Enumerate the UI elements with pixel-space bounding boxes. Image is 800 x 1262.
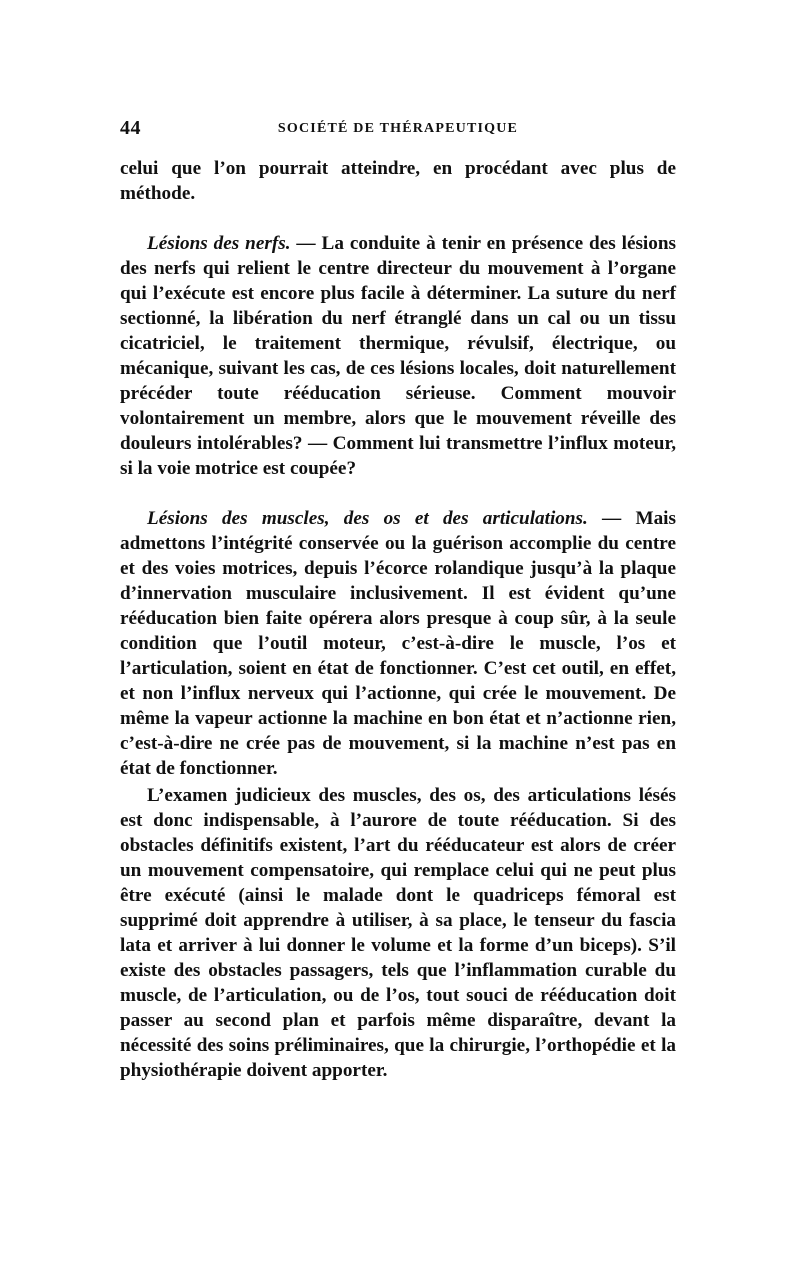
nerve-lesions-text: — La conduite à tenir en présence des lésions des nerfs qui relient le centre directeur du mouvement à l’organe qui l’exécute est encore plus facile à déterminer. La suture du nerf sectionné, la libération du nerf étranglé dans un cal ou un tissu cicatriciel, le traitement thermique, révulsif, électrique, ou mécanique, suivant les cas, de ces lésions locales, doit naturellement précéder toute rééducation sérieuse. Comment mouvoir volontairement un membre, alors que le mouvement réveille des douleurs intolérables? — Comment lui transmettre l’influx moteur, si la voie motrice est coupée? [120, 233, 676, 479]
muscle-lesions-paragraph [120, 506, 676, 781]
muscle-lesions-text: — Mais admettons l’intégrité conservée ou la guérison accomplie du centre et des voies motrices, depuis l’écorce rolandique jusqu’à la plaque d’innervation musculaire inclusivement. Il est évident qu’une rééducation bien faite opérera alors presque à coup sûr, à la seule condition que l’outil moteur, c’est-à-dire le muscle, l’os et l’articulation, soient en état de fonctionner. C’est cet outil, en effet, et non l’influx nerveux qui l’actionne, qui crée le mouvement. De même la vapeur actionne la machine en bon état et n’actionne rien, c’est-à-dire ne crée pas de mouvement, si la machine n’est pas en état de fonctionner. [120, 508, 676, 779]
continuation-text: celui que l’on pourrait atteindre, en procédant avec plus de méthode. [120, 158, 676, 204]
nerve-lesions-section [120, 231, 676, 481]
nerve-lesions-heading: Lésions des nerfs. [147, 233, 291, 254]
nerve-lesions-paragraph [120, 231, 676, 481]
muscle-lesions-heading: Lésions des muscles, des os et des articulations. [147, 508, 588, 529]
examination-paragraph: L’examen judicieux des muscles, des os, des articulations lésés est donc indispensable, à l’aurore de toute rééducation. Si des obstacles définitifs existent, l’art du rééducateur est alors de créer un mouvement compensatoire, qui remplace celui qui ne peut plus être exécuté (ainsi le malade dont le quadriceps fémoral est supprimé doit apprendre à utiliser, à sa place, le tenseur du fascia lata et arriver à lui donner le volume et la forme d’un biceps). S’il existe des obstacles passagers, tels que l’inflammation curable du muscle, de l’articulation, ou de l’os, tout souci de rééducation doit passer au second plan et parfois même disparaître, devant la nécessité des soins préliminaires, que la chirurgie, l’orthopédie et la physiothérapie doivent apporter. [120, 785, 676, 1081]
page-number: 44 [120, 117, 141, 139]
running-title: SOCIÉTÉ DE THÉRAPEUTIQUE [277, 121, 519, 136]
muscle-bone-joint-section [120, 506, 676, 1083]
continuation-paragraph [120, 156, 676, 206]
running-head [120, 117, 676, 141]
